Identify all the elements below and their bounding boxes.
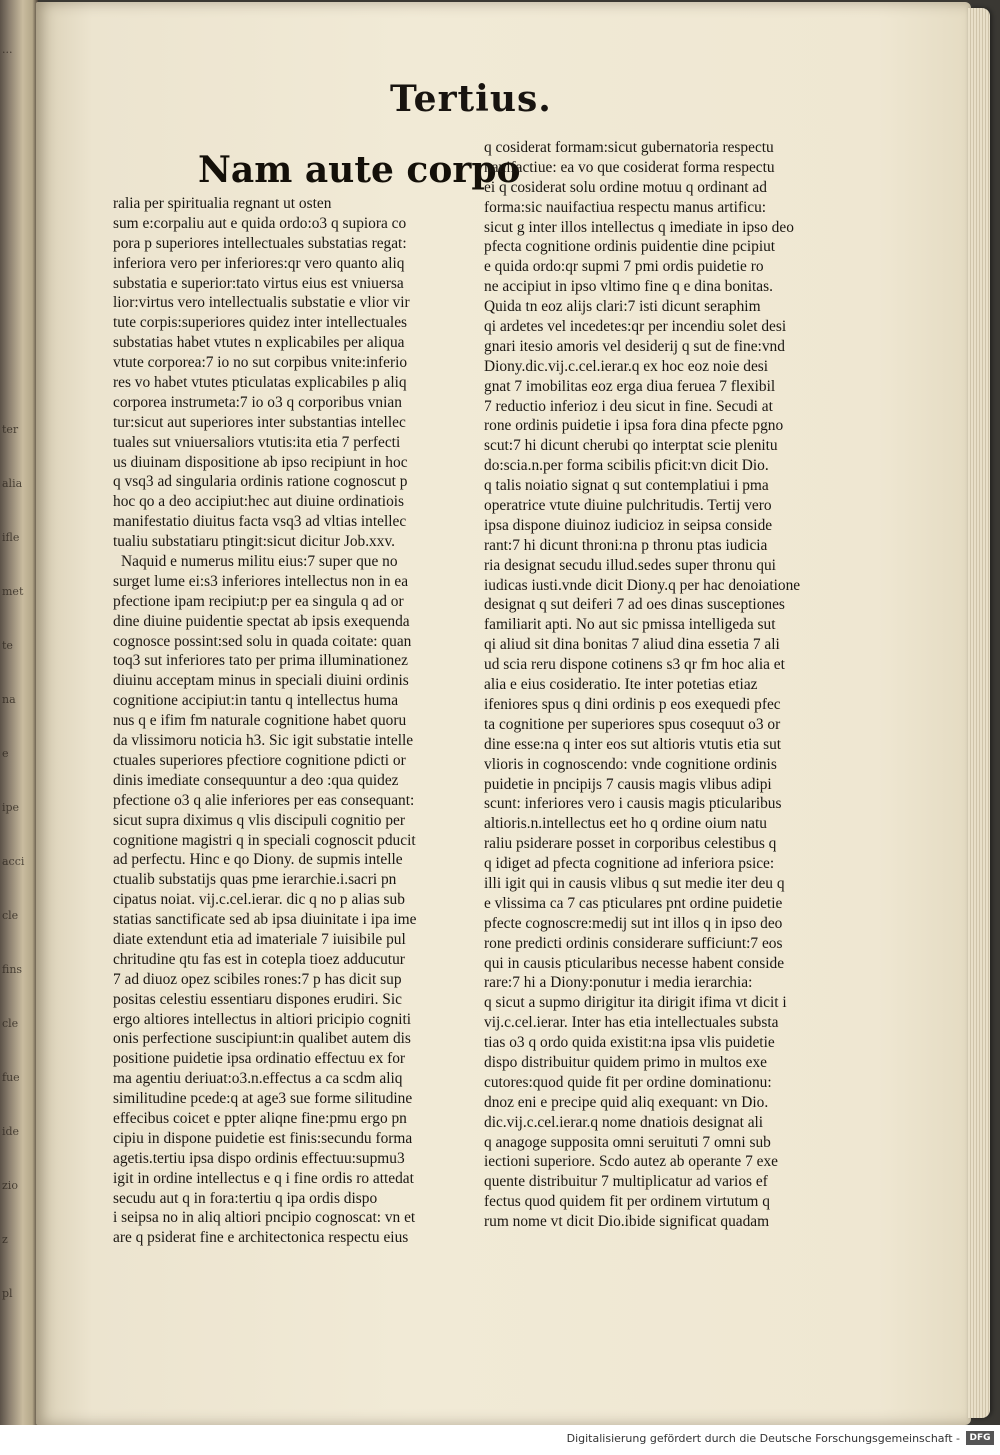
text-line: ctualib substatijs quas pme ierarchie.i.sacri pn — [113, 871, 397, 889]
text-line: rare:7 hi a Diony:ponutur i media ierarchia: — [484, 974, 753, 992]
text-line: ad perfectu. Hinc e qo Diony. de supmis intelle — [113, 851, 403, 869]
text-line: secudu aut q in fora:tertiu q ipa ordis dispo — [113, 1189, 378, 1207]
digitization-footer — [0, 1425, 1000, 1455]
text-line: i seipsa no in aliq altiori pncipio cognoscat: vn et — [113, 1209, 416, 1227]
text-line: cipatus noiat. vij.c.cel.ierar. dic q no p alias sub — [113, 891, 405, 909]
text-line: tur:sicut aut superiores inter substantias intellec — [113, 413, 406, 431]
page-fore-edge — [968, 8, 990, 1418]
text-line: raliu psiderare posset in corporibus celestibus q — [484, 835, 777, 853]
text-line: vtute corporea:7 io no sut corpibus vnite:inferio — [113, 354, 408, 372]
footer-credit: Digitalisierung gefördert durch die Deutsche Forschungsgemeinschaft - — [566, 1432, 960, 1445]
text-line: iectioni superiore. Scdo autez ab operante 7 exe — [484, 1153, 779, 1171]
running-head: Tertius. — [390, 78, 552, 120]
text-line: similitudine pcede:q at age3 sue forme silitudine — [113, 1090, 413, 1108]
text-line: dispo distribuitur quidem primo in multos exe — [484, 1053, 767, 1071]
text-line: manifestatio diuitus facta vsq3 ad vltias intellec — [113, 513, 407, 531]
text-line: ergo altiores intellectus in altiori pricipio cogniti — [113, 1010, 412, 1028]
margin-fragment: ifle — [2, 531, 20, 544]
text-line: Quida tn eoz alijs clari:7 isti dicunt seraphim — [484, 298, 761, 316]
text-line: pfecta cognitione ordinis puidentie dine pcipiut — [484, 238, 776, 256]
left-page-edge — [0, 0, 38, 1425]
text-line: igit in ordine intellectus e q i fine ordis ro attedat — [113, 1169, 414, 1187]
text-line: ne accipiut in ipso vltimo fine q e dina bonitas. — [484, 278, 773, 296]
margin-fragment: fins — [2, 963, 23, 976]
text-line: quente distribuitur 7 multiplicatur ad varios ef — [484, 1173, 768, 1191]
text-line: tute corpis:superiores quidez inter intellectuales — [113, 314, 408, 332]
text-line: lior:virtus vero intellectualis substatie e vlior vir — [113, 294, 410, 312]
text-line: us diuinam dispositione ab ipso recipiunt in hoc — [113, 453, 408, 471]
text-line: 7 reductio inferioz i deu sicut in fine. Secudi at — [484, 397, 773, 415]
text-line: do:scia.n.per forma scibilis pficit:vn dicit Dio. — [484, 457, 769, 475]
margin-fragment: ide — [2, 1125, 20, 1138]
text-line: tuales sut vniuersaliors vtutis:ita etia 7 perfecti — [113, 433, 401, 451]
text-line: qui in causis pticularibus necesse habent conside — [484, 954, 785, 972]
text-line: dic.vij.c.cel.ierar.q nome dnatiois designat ali — [484, 1113, 764, 1131]
text-line: ma agentiu deriuat:o3.n.effectus a ca scdm aliq — [113, 1070, 403, 1088]
text-line: qi ardetes vel incedetes:qr per incendiu solet desi — [484, 318, 787, 336]
text-line: operatrice vtute diuine pulchritudis. Tertij vero — [484, 497, 772, 515]
margin-fragment: cle — [2, 909, 19, 922]
text-line: alia e eius cosideratio. Ite inter potetias etiaz — [484, 676, 758, 694]
margin-fragment: e — [2, 747, 9, 760]
margin-fragment: met — [2, 585, 24, 598]
text-line: sicut supra diximus q vlis discipuli cognitio per — [113, 811, 405, 829]
text-line: rone predicti ordinis considerare sufficiunt:7 eos — [484, 934, 783, 952]
text-line: chritudine qtu fas est in cotepla tioez adducutur — [113, 950, 405, 968]
text-line: statias sanctificate sed ab ipsa diuinitate i ipa ime — [113, 911, 417, 929]
text-line: effecibus coicet e ppter aliqne fine:pmu ergo pn — [113, 1109, 407, 1127]
margin-fragment: acci — [2, 855, 25, 868]
text-line: qi aliud sit dina bonitas 7 aliud dina essetia 7 ali — [484, 636, 780, 654]
margin-fragment: ipe — [2, 801, 20, 814]
margin-fragment: ter — [2, 423, 19, 436]
text-column-right — [484, 138, 824, 1231]
text-line: dine diuine puidentie spectat ab ipsis exequenda — [113, 612, 410, 630]
text-line: toq3 sut inferiores tato per prima illuminationez — [113, 652, 408, 670]
text-line: vlioris in cognoscendo: vnde cognitione ordinis — [484, 755, 777, 773]
text-line: q vsq3 ad singularia ordinis ratione cognoscut p — [113, 473, 408, 491]
margin-fragment: cle — [2, 1017, 19, 1030]
margin-fragment: ... — [2, 43, 13, 56]
text-line: e vlissima ca 7 cas pticulares pnt ordine puidetie — [484, 894, 783, 912]
text-line: Diony.dic.vij.c.cel.ierar.q ex hoc eoz noie desi — [484, 357, 769, 375]
text-line: cognitione magistri q in speciali cognoscit pducit — [113, 831, 416, 849]
text-line: q talis noiatio signat q sut contemplatiui i pma — [484, 477, 769, 495]
text-line: inferiora vero per inferiores:qr vero quanto aliq — [113, 254, 405, 272]
text-line: pfectione o3 q alie inferiores per eas consequant: — [113, 791, 415, 809]
margin-fragment: z — [2, 1233, 8, 1246]
margin-fragment: fue — [2, 1071, 20, 1084]
text-line: substatias habet vtutes n explicabiles per aliqua — [113, 334, 405, 352]
text-line: scut:7 hi dicunt cherubi qo interptat scie plenitu — [484, 437, 778, 455]
text-line: onis perfectione suscipiunt:in qualibet autem dis — [113, 1030, 411, 1048]
text-line: e quida ordo:qr supmi 7 pmi ordis puidetie ro — [484, 258, 764, 276]
text-line: ralia per spiritualia regnant ut osten — [113, 195, 332, 212]
text-line: 7 ad diuoz opez scibiles rones:7 p has dicit sup — [113, 970, 402, 988]
text-line: designat q sut deiferi 7 ad oes dinas susceptiones — [484, 596, 785, 614]
text-line: q cosiderat formam:sicut gubernatoria respectu — [484, 139, 774, 156]
text-line: Naquid e numerus militu eius:7 super que no — [121, 553, 398, 571]
margin-fragment: alia — [2, 477, 23, 490]
text-line: dine esse:na q inter eos sut altioris vtutis etia sut — [484, 735, 782, 753]
margin-fragment: te — [2, 639, 13, 652]
text-line: da vlissimoru noticia h3. Sic igit substatie intelle — [113, 732, 414, 750]
text-line: sicut g inter illos intellectus q imediate in ipso deo — [484, 218, 794, 236]
text-line: scunt: inferiores vero i causis magis pticularibus — [484, 795, 782, 813]
text-line: dnoz eni e precipe quid aliq exequant: vn Dio. — [484, 1093, 769, 1111]
text-line: surget lume ei:s3 inferiores intellectus non in ea — [113, 572, 409, 590]
text-line: ipsa dispone diuinoz iudicioz in seipsa conside — [484, 516, 773, 534]
text-line: tias o3 q ordo quida existit:na ipsa vlis puidetie — [484, 1034, 775, 1052]
text-line: nauifactiue: ea vo que cosiderat forma respectu — [484, 158, 775, 176]
text-line: vij.c.cel.ierar. Inter has etia intellectuales substa — [484, 1014, 779, 1032]
text-line: diuinu acceptam minus in speciali diuini ordinis — [113, 672, 409, 690]
text-line: ta cognitione per superiores spus cosequut o3 or — [484, 715, 781, 733]
text-line: pfecte cognoscre:medij sut int illos q in ipso deo — [484, 914, 783, 932]
text-line: tualiu substatiaru ptingit:sicut dicitur Job.xxv. — [113, 533, 395, 551]
text-line: corporea instrumeta:7 io o3 q corporibus vnian — [113, 393, 402, 411]
text-line: fectus quod quidem fit per ordinem virtutum q — [484, 1193, 770, 1211]
text-line: cutores:quod quide fit per ordine dominationu: — [484, 1073, 772, 1091]
text-line: diate extendunt etia ad imateriale 7 iuisibile pul — [113, 930, 406, 948]
text-line: ei q cosiderat solu ordine motuu q ordinant ad — [484, 178, 767, 196]
text-line: ctuales superiores pfectiore cognitione pdicti or — [113, 751, 406, 769]
text-line: cognitione accipiut:in tantu q intellectus huma — [113, 692, 399, 710]
text-line: gnat 7 imobilitas eoz erga diua feruea 7 flexibil — [484, 377, 776, 395]
text-line: cognosce possint:sed solu in quada coitate: quan — [113, 632, 412, 650]
text-line: q sicut a supmo dirigitur ita dirigit ifima vt dicit i — [484, 994, 787, 1012]
text-line: ifeniores spus q dini ordinis p eos exequedi pfec — [484, 695, 781, 713]
text-line: gnari itesio amoris vel desiderij q sut de fine:vnd — [484, 337, 785, 355]
text-line: nus q e ifim fm naturale cognitione habet quoru — [113, 712, 407, 730]
text-line: are q psiderat fine e architectonica respectu eius — [113, 1229, 409, 1247]
margin-fragment: na — [2, 693, 16, 706]
text-line: forma:sic nauifactiua respectu manus artificu: — [484, 198, 767, 216]
text-line: pora p superiores intellectuales substatias regat: — [113, 234, 407, 252]
text-line: cipiu in dispone puidetie est finis:secundu forma — [113, 1129, 413, 1147]
text-line: illi igit qui in causis vlibus q sut medie iter deu q — [484, 874, 785, 892]
text-line: q anagoge supposita omni seruituti 7 omni sub — [484, 1133, 771, 1151]
text-line: familiarit apti. No aut sic pmissa intelligeda sut — [484, 616, 776, 634]
text-line: rum nome vt dicit Dio.ibide significat quadam — [484, 1213, 770, 1231]
left-margin-fragments — [2, 40, 32, 1420]
text-line: altioris.n.intellectus eet ho q ordine oium natu — [484, 815, 767, 833]
text-column-left — [113, 146, 521, 1247]
text-line: positas celestiu essentiaru dispones erudiri. Sic — [113, 990, 402, 1008]
margin-fragment: zio — [2, 1179, 18, 1192]
text-line: agetis.tertiu ipsa dispo ordinis effectuu:supmu3 — [113, 1149, 405, 1167]
text-line: positione puidetie ipsa ordinatio effectuu ex for — [113, 1050, 406, 1068]
text-line: rone ordinis puidetie i ipsa fora dina pfecte pgno — [484, 417, 784, 435]
text-line: res vo habet vtutes pticulatas explicabiles p aliq — [113, 374, 407, 392]
text-line: ria designat secudu illud.sedes super thronu qui — [484, 556, 776, 574]
margin-fragment: pl — [2, 1287, 13, 1300]
text-line: hoc qo a deo accipiut:hec aut diuine ordinatiois — [113, 493, 405, 511]
text-line: sum e:corpaliu aut e quida ordo:o3 q supiora co — [113, 214, 407, 232]
text-line: rant:7 hi dicunt throni:na p thronu ptas iudicia — [484, 536, 768, 554]
text-line: dinis imediate consequuntur a deo :qua quidez — [113, 771, 399, 789]
text-line: substatia e superior:tato virtus eius est vniuersa — [113, 274, 404, 292]
text-line: iudicas iusti.vnde dicit Diony.q per hac denoiatione — [484, 576, 801, 594]
dfg-logo: DFG — [966, 1431, 994, 1445]
text-line: pfectione ipam recipiut:p per ea singula q ad or — [113, 592, 404, 610]
text-line: q idiget ad pfecta cognitione ad inferiora psice: — [484, 855, 775, 873]
text-line: ud scia reru dispone cotinens s3 qr fm hoc alia et — [484, 656, 785, 674]
text-line: puidetie in pncipijs 7 causis magis vlibus adipi — [484, 775, 772, 793]
initial-heading: Nam aute corpo — [198, 149, 521, 191]
